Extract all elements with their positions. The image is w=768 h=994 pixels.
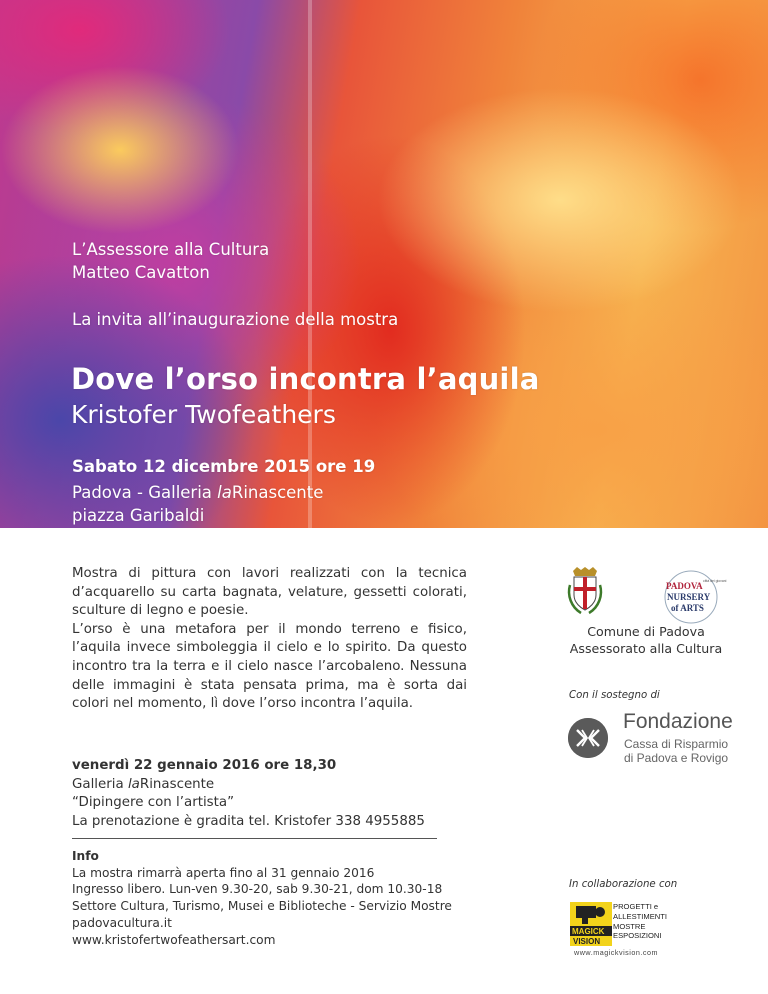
magick-word-magick: MAGICK — [572, 927, 605, 936]
magick-service-line: MOSTRE — [613, 921, 646, 931]
fondazione-logo-icon — [568, 718, 608, 758]
event-place-italic: la — [127, 776, 140, 792]
event-activity: “Dipingere con l’artista” — [72, 795, 235, 811]
artist-name: Kristofer Twofeathers — [71, 400, 336, 429]
event-place-prefix: Galleria — [72, 776, 128, 792]
fondazione-sub-line: Cassa di Risparmio — [624, 737, 729, 751]
opening-place — [72, 481, 323, 527]
info-title: Info — [72, 849, 99, 863]
top-logos — [567, 567, 737, 617]
invitation-line: La invita all’inaugurazione della mostra — [72, 310, 399, 329]
nursery-small-text: città dei giovani — [703, 579, 727, 583]
magick-services — [613, 902, 667, 941]
fondazione-subtitle — [624, 737, 728, 765]
padova-crest-icon — [567, 567, 603, 615]
magick-service-line: ESPOSIZIONI — [613, 931, 662, 941]
info-line: Settore Cultura, Turismo, Musei e Biblioteche - Servizio Mostre — [72, 899, 452, 914]
workshop-event — [72, 757, 425, 831]
info-block — [72, 848, 452, 948]
opening-date: Sabato 12 dicembre 2015 ore 19 — [72, 457, 376, 476]
nursery-word-nursery: NURSERY — [667, 592, 711, 602]
painting-divider — [308, 0, 312, 528]
assessore-block — [72, 238, 269, 284]
info-line: Ingresso libero. Lun-ven 9.30-20, sab 9.30-21, dom 10.30-18 — [72, 882, 443, 897]
place-suffix: Rinascente — [231, 483, 324, 502]
description-paragraph: Mostra di pittura con lavori realizzati con la tecnica d’acquarello su carta bagnata, velature, gessetti colorati, sculture di legno e poesie. — [72, 566, 467, 619]
magick-word-vision: VISION — [573, 937, 601, 946]
nursery-word-padova: PADOVA — [666, 581, 703, 591]
event-place — [72, 776, 425, 795]
info-website[interactable]: padovacultura.it — [72, 915, 172, 930]
description-paragraph: L’orso è una metafora per il mondo terreno e fisico, l’aquila invece simboleggia il cielo e lo spirito. Da questo incontro tra la terra e il cielo nasce l’arcobaleno. Nessuna delle immagini è stata pensata prima, ma è sorta dai colori nel momento, lì dove l’orso incontra l’aquila. — [72, 621, 467, 712]
collaboration-label: In collaborazione con — [569, 879, 678, 890]
magick-service-line: PROGETTI e — [613, 902, 659, 911]
info-line: La mostra rimarrà aperta fino al 31 gennaio 2016 — [72, 865, 375, 880]
assessore-name: Matteo Cavatton — [72, 263, 210, 282]
comune-name: Comune di Padova — [587, 624, 705, 639]
fondazione-sub-line: di Padova e Rovigo — [624, 751, 729, 765]
event-date: venerdì 22 gennaio 2016 ore 18,30 — [72, 758, 337, 773]
place-italic: la — [217, 483, 232, 502]
event-place-suffix: Rinascente — [139, 776, 215, 792]
padova-nursery-of-arts-logo — [659, 569, 727, 625]
info-artist-website[interactable]: www.kristofertwofeathersart.com — [72, 932, 276, 947]
assessore-title: L’Assessore alla Cultura — [72, 240, 270, 259]
event-booking: La prenotazione è gradita tel. Kristofer 338 4955885 — [72, 813, 425, 829]
fondazione-name: Fondazione — [623, 710, 733, 733]
comune-department: Assessorato alla Cultura — [569, 641, 723, 656]
exhibition-title: Dove l’orso incontra l’aquila — [71, 362, 540, 396]
magick-service-line: ALLESTIMENTI — [613, 911, 668, 921]
place-prefix: Padova - Galleria — [72, 483, 218, 502]
nursery-word-of-arts: of ARTS — [671, 603, 704, 613]
comune-label — [566, 623, 726, 657]
section-divider — [72, 838, 437, 839]
exhibition-description — [72, 565, 467, 714]
place-square: piazza Garibaldi — [72, 506, 205, 525]
magick-website[interactable]: www.magickvision.com — [574, 948, 658, 957]
support-label: Con il sostegno di — [569, 690, 660, 701]
